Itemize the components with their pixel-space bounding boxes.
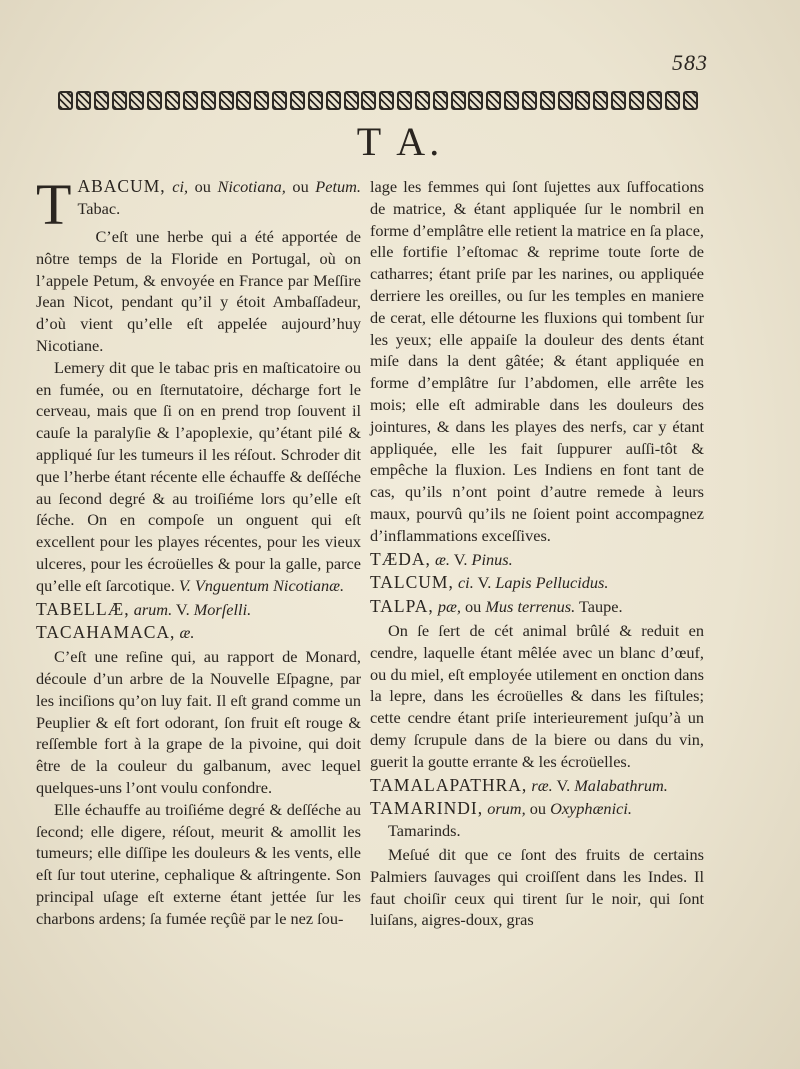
lemma: TÆDA, — [370, 548, 431, 569]
cross-reference: Malabathrum. — [574, 775, 668, 795]
ornament-icon — [486, 91, 501, 110]
french-name: Tabac. — [77, 198, 121, 218]
page-number: 583 — [672, 50, 708, 75]
cross-reference: Pinus. — [471, 549, 513, 569]
entry-talpa — [370, 596, 704, 618]
paragraph: C’eſt une herbe qui a été apportée de nôtre temps de la Floride en Portugal, où on l’appele Petum, & envoyée en France par Meſſire Jean Nicot, pendant qu’il y étoit Ambaſſadeur, d’où vient qu’elle eſt appelée aujourd’huy Nicotiane. — [36, 227, 361, 355]
ornament-icon — [558, 91, 573, 110]
lemma: TAMARINDI, — [370, 798, 484, 819]
grammar-note: æ. — [434, 549, 450, 569]
synonym: Petum. — [315, 177, 361, 196]
ornament-icon — [183, 91, 198, 110]
cross-reference: Morſelli. — [193, 599, 252, 619]
ornament-icon — [575, 91, 590, 110]
see-marker: V. — [453, 549, 468, 569]
ornament-icon — [629, 91, 644, 110]
paragraph — [36, 357, 361, 597]
ornament-icon — [344, 91, 359, 110]
entry-taeda — [370, 549, 704, 571]
ornament-icon — [540, 91, 555, 110]
ornament-icon — [326, 91, 341, 110]
lemma: TAMALAPATHRA, — [370, 774, 528, 795]
drop-cap: T — [36, 172, 72, 237]
ornament-icon — [147, 91, 162, 110]
section-heading: T A. — [356, 119, 444, 164]
ornament-icon — [201, 91, 216, 110]
ornament-icon — [433, 91, 448, 110]
lemma: TALPA, — [370, 596, 434, 617]
ornament-icon — [94, 91, 109, 110]
ornament-icon — [236, 91, 251, 110]
entry-tacahamaca — [36, 622, 361, 644]
cross-reference: V. Vnguentum Nicotianæ. — [178, 575, 345, 595]
ornament-icon — [415, 91, 430, 110]
ornament-icon — [129, 91, 144, 110]
synonym: Mus terrenus. — [485, 597, 576, 617]
french-name: Tamarinds. — [388, 821, 461, 841]
left-column — [36, 172, 361, 930]
french-name: Taupe. — [578, 597, 623, 617]
ornament-icon — [254, 91, 269, 110]
ornament-icon — [290, 91, 305, 110]
entry-tamarindi — [370, 798, 704, 842]
entry-tabellae — [36, 599, 361, 621]
conjunction: ou — [292, 177, 309, 196]
lemma-tabacum: ABACUM, — [77, 176, 166, 196]
grammar-note: ci. — [457, 573, 474, 593]
grammar-note: arum. — [133, 599, 173, 619]
grammar-note: ci, — [172, 177, 189, 196]
ornament-icon — [165, 91, 180, 110]
conjunction: ou — [465, 597, 482, 617]
grammar-note: ræ. — [531, 775, 553, 795]
ornament-icon — [451, 91, 466, 110]
lemma: TABELLÆ, — [36, 598, 130, 619]
paragraph-text: Lemery dit que le tabac pris en maſticatoire ou en fumée, ou en ſternutatoire, décharge fort le cerveau, mais que ſi on en prend trop ſouvent il cauſe la paralyſie & l’apoplexie, qu’étant pilé & appliqué ſur les tumeurs il les réſout. Schroder dit que l’herbe étant récente elle échauffe & deſſéche au ſecond degré & au troiſiéme lors qu’elle eſt ſéche. On en compoſe un onguent qui eſt excellent pour les playes récentes, pour les vieux ulceres, pour les écroüelles & pour la galle, parce qu’elle eſt ſarcotique. — [36, 357, 361, 595]
ornament-icon — [593, 91, 608, 110]
entry-talcum — [370, 572, 704, 594]
ornament-icon — [112, 91, 127, 110]
ornament-icon — [504, 91, 519, 110]
paragraph-continued: lage les femmes qui ſont ſujettes aux ſuffocations de matrice, & étant appliquée ſur le nombril en forme d’emplâtre elle retient la matrice en ſa place, elle fortifie l’eſtomac & reprime toute ſorte de catharres; étant priſe par les narines, ou appliquée derriere les oreilles, ou ſur les temples en maniere de cerat, elle détourne les fluxions qui tombent ſur les yeux; elle appaiſe la douleur des dents étant miſe dans la dent gâtée; & étant appliquée en forme d’emplâtre ſur l’abdomen, elle arrête les mois; elle eſt admirable dans les douleurs des jointures, & dans les playes des nerfs, car y étant appliquée, elle les fait ſuppurer auſſi-tôt & empêche la fluxion. Les Indiens en font tant de cas, qu’ils n’ont point d’autre remede à leurs maux, pourvû qu’ils ne ſoient point accompagnez d’inflammations exceſſives. — [370, 177, 704, 545]
ornament-icon — [308, 91, 323, 110]
entry-tabacum-heading — [36, 172, 361, 237]
lemma: TALCUM, — [370, 572, 454, 593]
conjunction: ou — [529, 799, 546, 819]
paragraph: On ſe ſert de cét animal brûlé & reduit en cendre, laquelle étant mêlée avec un blanc d’œuf, ou du miel, eſt employée utilement en onction dans la lepre, dans les écroüelles & dans les fiſtules; cette cendre étant priſe interieurement juſqu’à un demy ſcrupule dans de la biere ou dans du vin, guerit la goutte errante & les écroüelles. — [370, 620, 704, 771]
ornament-icon — [219, 91, 234, 110]
ornament-icon — [361, 91, 376, 110]
ornament-icon — [611, 91, 626, 110]
ornament-icon — [58, 91, 73, 110]
lemma: TACAHAMACA, — [36, 622, 176, 643]
right-column — [370, 176, 704, 931]
ornament-icon — [272, 91, 287, 110]
grammar-note: orum, — [487, 799, 526, 819]
paragraph: Elle échauffe au troiſiéme degré & deſſéche au ſecond; elle digere, réſout, meurit & amollit les tumeurs; elle diſſipe les douleurs & les vents, elle eſt ſur tout uterine, cephalique & aſtringente. Son principal uſage eſt externe étant jettée ſur les charbons ardens; ſa fumée reçûë par le nez ſou- — [36, 799, 361, 928]
see-marker: V. — [556, 775, 571, 795]
see-marker: V. — [477, 573, 492, 593]
synonym: Oxyphænici. — [550, 799, 632, 819]
ornament-icon — [76, 91, 91, 110]
ornamental-border — [58, 88, 698, 112]
paragraph: Meſué dit que ce ſont des fruits de certains Palmiers ſauvages qui croiſſent dans les Indes. Il faut choiſir ceux qui tirent ſur le noir, qui ſont luiſans, aigres-doux, gras — [370, 844, 704, 930]
ornament-icon — [397, 91, 412, 110]
grammar-note: æ. — [179, 623, 195, 643]
conjunction: ou — [194, 177, 211, 196]
ornament-icon — [647, 91, 662, 110]
grammar-note: pæ, — [437, 597, 461, 617]
entry-tamalapathra — [370, 775, 704, 797]
ornament-icon — [379, 91, 394, 110]
ornament-icon — [683, 91, 698, 110]
ornament-icon — [468, 91, 483, 110]
cross-reference: Lapis Pellucidus. — [495, 573, 609, 593]
paragraph: C’eſt une reſine qui, au rapport de Monard, découle d’un arbre de la Nouvelle Eſpagne, par les inciſions qu’on luy fait. Il eſt grand comme un Peuplier & eſt fort odorant, ſon fruit eſt rouge & reſſemble fort à la grape de la pivoine, qui doit être de la couleur du galbanum, avec lequel quelques-uns l’ont voulu confondre. — [36, 647, 361, 797]
ornament-icon — [665, 91, 680, 110]
synonym: Nicotiana, — [217, 177, 286, 196]
see-marker: V. — [175, 599, 190, 619]
ornament-icon — [522, 91, 537, 110]
